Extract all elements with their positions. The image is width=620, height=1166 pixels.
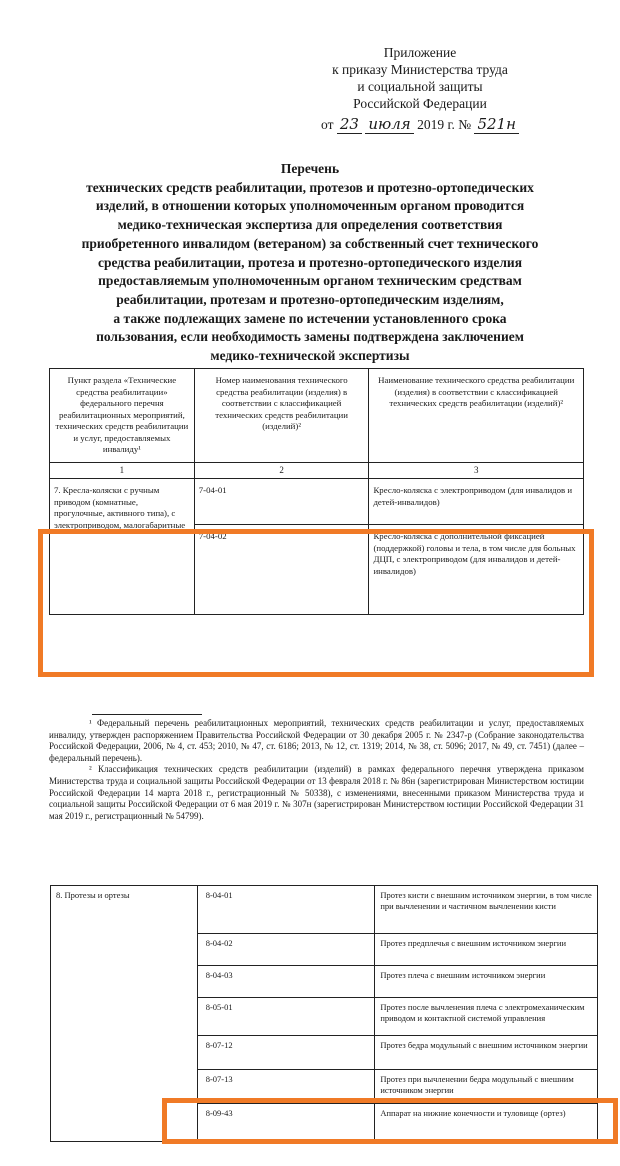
header-line: к приказу Министерства труда — [332, 62, 508, 77]
highlight-box-8-09-43 — [162, 1098, 618, 1144]
title-line: а также подлежащих замене по истечении установленного срока — [113, 310, 507, 326]
header-line: и социальной защиты — [357, 79, 483, 94]
table-row — [51, 886, 598, 934]
date-day: 23 — [337, 115, 362, 134]
section-cell: 7. Кресла-коляски с ручным приводом (комнатные, прогулочные, активного типа), с электроприводом, малогабаритные — [50, 479, 195, 615]
column-header: Наименование технического средства реабилитации (изделия) в соответствии с классификацией технических средств реабилитации (изделий)² — [369, 369, 584, 463]
header-line: Российской Федерации — [353, 96, 487, 111]
title-line: пользования, если необходимость замены подтверждена заключением — [96, 329, 524, 345]
appendix-header — [300, 44, 540, 133]
item-name: Кресло-коляска с электроприводом (для инвалидов и детей-инвалидов) — [369, 479, 584, 525]
title-line: средства реабилитации, протеза и протезно-ортопедического изделия — [97, 254, 522, 270]
item-code: 8-07-13 — [197, 1070, 375, 1104]
title-line: реабилитации, протезам и протезно-ортопедическим изделиям, — [116, 291, 504, 307]
item-code: 8-05-01 — [197, 998, 375, 1036]
item-code: 7-04-02 — [194, 525, 369, 615]
footnote-1: ¹ Федеральный перечень реабилитационных мероприятий, технических средств реабилитации и услуг, предоставляемых инвалиду, утвержден распоряжением Правительства Российской Федерации от 30 декабря 2005 г. № 2347-р (Собрание законодательства Российской Федерации, 2006, № 4, ст. 453; 2010, № 47, ст. 6186; 2013, № 12, ст. 1319; 2014, № 38, ст. 5096; 2017, № 49, ст. 7451) (далее – федеральный перечень). — [49, 718, 584, 763]
document-title — [60, 160, 560, 366]
column-number: 3 — [369, 462, 584, 479]
order-date-line — [300, 116, 540, 133]
order-number: 521н — [474, 115, 519, 134]
item-name: Протез после вычленения плеча с электромеханическим приводом и контактной системой управления — [375, 998, 598, 1036]
item-code: 8-04-01 — [197, 886, 375, 934]
section-cell: 8. Протезы и ортезы — [51, 886, 198, 1142]
footnotes — [49, 718, 584, 822]
footnote-separator — [92, 714, 202, 715]
title-line: изделий, в отношении которых уполномоченным органом проводится — [95, 198, 525, 214]
header-line: Приложение — [383, 45, 457, 60]
item-name: Протез кисти с внешним источником энергии, в том числе при вычленении и частичном вычленении кисти — [375, 886, 598, 934]
title-line: предоставляемым уполномоченным органом техническим средствам — [98, 273, 522, 289]
column-number: 2 — [194, 462, 369, 479]
date-month: июля — [365, 115, 413, 134]
column-header: Пункт раздела «Технические средства реабилитации» федерального перечня реабилитационных мероприятий, технических средств реабилитации и услуг, предоставляемых инвалиду¹ — [50, 369, 195, 463]
date-year: 2019 г. № — [417, 117, 472, 132]
table-header-row — [50, 369, 584, 463]
highlight-box-section-7 — [38, 529, 594, 677]
date-prefix: от — [321, 117, 334, 132]
item-name: Аппарат на нижние конечности и туловище (ортез) — [375, 1104, 598, 1142]
title-line: технических средств реабилитации, протезов и протезно-ортопедических — [86, 179, 534, 195]
item-code: 8-09-43 — [197, 1104, 375, 1142]
title-line: медико-техническая экспертиза для определения соответствия — [117, 217, 503, 233]
item-name: Протез при вычленении бедра модульный с внешним источником энергии — [375, 1070, 598, 1104]
item-code: 8-07-12 — [197, 1036, 375, 1070]
title-line: Перечень — [280, 161, 340, 176]
table-row — [50, 479, 584, 525]
item-code: 8-04-02 — [197, 934, 375, 966]
item-name: Протез предплечья с внешним источником энергии — [375, 934, 598, 966]
item-code: 7-04-01 — [194, 479, 369, 525]
item-name: Кресло-коляска с дополнительной фиксацией (поддержкой) головы и тела, в том числе для больных ДЦП, с электроприводом (для инвалидов и детей-инвалидов) — [369, 525, 584, 615]
item-name: Протез плеча с внешним источником энергии — [375, 966, 598, 998]
column-number-row — [50, 462, 584, 479]
item-code: 8-04-03 — [197, 966, 375, 998]
title-line: медико-технической экспертизы — [210, 348, 410, 364]
footnote-2: ² Классификация технических средств реабилитации (изделий) в рамках федерального перечня утверждена приказом Министерства труда и социальной защиты Российской Федерации от 13 февраля 2018 г. № 86н (зарегистрирован Министерством юстиции Российской Федерации 14 марта 2018 г., регистрационный № 50338), с изменениями, внесенными приказом Министерства труда и социальной защиты Российской Федерации от 6 мая 2019 г. № 307н (зарегистрирован Министерством юстиции Российской Федерации 31 мая 2019 г., регистрационный № 54799). — [49, 764, 584, 821]
item-name: Протез бедра модульный с внешним источником энергии — [375, 1036, 598, 1070]
title-line: приобретенного инвалидом (ветераном) за собственный счет технического — [81, 235, 539, 251]
column-number: 1 — [50, 462, 195, 479]
column-header: Номер наименования технического средства реабилитации (изделия) в соответствии с классификацией технических средств реабилитации (изделий)² — [194, 369, 369, 463]
